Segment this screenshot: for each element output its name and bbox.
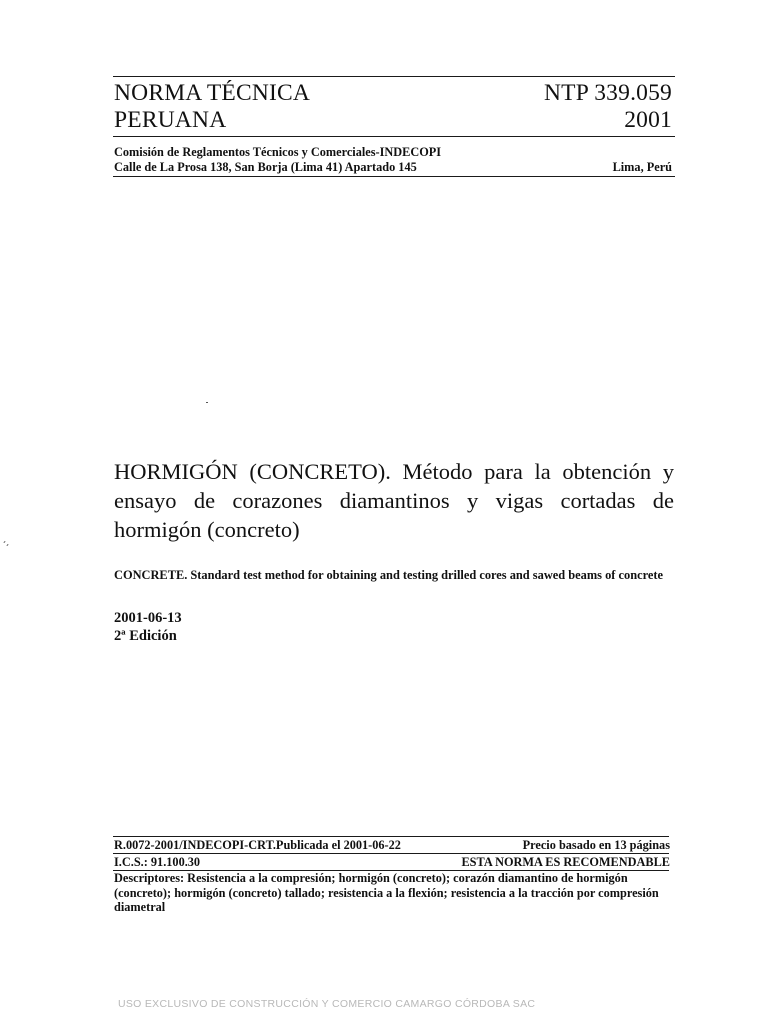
document-title [114, 457, 674, 544]
organization-address: Calle de La Prosa 138, San Borja (Lima 41) Apartado 145 [114, 160, 417, 174]
standard-code-block [422, 80, 672, 134]
footer-middle-rule [113, 853, 669, 854]
organization-name: Comisión de Reglamentos Técnicos y Comerciales-INDECOPI [114, 145, 442, 159]
standard-type-heading [114, 80, 414, 134]
header-middle-rule [113, 136, 675, 137]
scan-speck [3, 541, 5, 543]
title-line3: hormigón (concreto) [114, 517, 300, 542]
scan-speck [206, 402, 208, 403]
scan-speck [6, 544, 8, 546]
organization-block [114, 145, 441, 175]
resolution-reference: R.0072-2001/INDECOPI-CRT.Publicada el 2001-06-22 [114, 838, 401, 852]
standard-year: 2001 [624, 107, 672, 133]
edition-label: 2ª Edición [114, 628, 177, 644]
ics-code: I.C.S.: 91.100.30 [114, 855, 201, 869]
header-bottom-rule [113, 176, 675, 177]
descriptors: Descriptores: Resistencia a la compresión; hormigón (concreto); corazón diamantino de hormigón (concreto); hormigón (concreto) tallado; resistencia a la flexión; resistencia a la tracción por compresión diametral [114, 871, 659, 914]
title-line2: ensayo de corazones diamantinos y vigas cortadas de [114, 488, 674, 513]
standard-type-line1: NORMA TÉCNICA [114, 80, 311, 106]
recommendation-status: ESTA NORMA ES RECOMENDABLE [461, 855, 670, 869]
publication-date: 2001-06-13 [114, 610, 182, 626]
title-line1: HORMIGÓN (CONCRETO). Método para la obtención y [114, 459, 674, 484]
header-top-rule [113, 76, 675, 77]
city-label: Lima, Perú [612, 160, 672, 174]
standard-code: NTP 339.059 [544, 80, 672, 106]
license-watermark: USO EXCLUSIVO DE CONSTRUCCIÓN Y COMERCIO CAMARGO CÓRDOBA SAC [118, 998, 536, 1010]
price-basis: Precio basado en 13 páginas [522, 838, 670, 852]
standard-type-line2: PERUANA [114, 107, 227, 133]
english-title: CONCRETE. Standard test method for obtaining and testing drilled cores and sawed beams of concrete [114, 568, 663, 582]
footer-top-rule [113, 836, 669, 837]
